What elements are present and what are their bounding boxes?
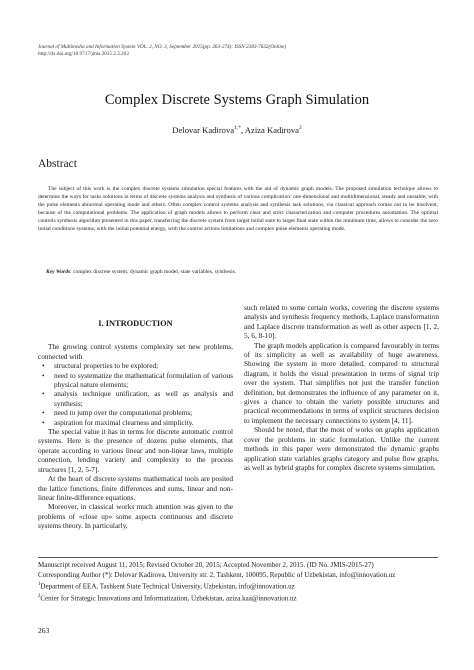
- abstract-text: The subject of this work is the complex discrete systems simulation special features with the aid of dynamic graph models. The proposed simulation technique allows to determine the ways for tasks solutions in terms of discrete systems analysis and synthesis of various complication: one-dimensional and multidimensional, steady and unstable; with the pulse elements abnormal operating mode and others. Often complex control systems analysis and synthesis task solutions, via classical approach comes out to be insolvent, because of the computational problems. The application of graph models allows to perform clear and strict characterization and computer procedures automation. The optimal controls synthesis algorithm presented in this paper, transferring the discrete system from target initial state to target final state within the minimum time, allows to consider the zero initial conditions systems, with the initial potential energy, with the control actions limitations and complex pulse elements operating mode.: [38, 186, 438, 233]
- affiliation-2-text: Center for Strategic Innovations and Informatization, Uzbekistan, aziza.kaa@innovation.uz: [40, 594, 297, 603]
- author-2-affiliation-mark: 2: [298, 125, 302, 132]
- footnote-divider: [38, 557, 438, 558]
- journal-header: [38, 44, 438, 58]
- page-number: 263: [38, 626, 50, 635]
- affiliation-1-mark: 1: [38, 582, 41, 588]
- keywords-text: : complex discrete system, dynamic graph model, state variables, synthesis.: [70, 269, 237, 275]
- list-item: • need to jump over the computational problems;: [54, 408, 233, 417]
- keywords-label: Key Words: [46, 269, 71, 275]
- list-item: • analysis technique unification, as well as analysis and synthesis;: [54, 389, 233, 408]
- intro-paragraph-5: such related to some certain works, covering the discrete systems analysis and synthesis frequency methods, Laplace transformation and Laplace discrete transformation as well as other aspects [1, 2, 5, 6, 8-10].: [244, 303, 439, 341]
- author-1-affiliation-mark: 1,*: [234, 125, 241, 132]
- author-1-name: Delovar Kadirova: [172, 125, 235, 135]
- problem-list: [38, 361, 233, 427]
- paper-title: Complex Discrete Systems Graph Simulation: [104, 92, 370, 108]
- intro-paragraph-3: At the heart of discrete systems mathematical tools are posited the lattice functions, finite differences and sums, linear and non-linear finite-difference equations.: [38, 474, 233, 502]
- author-separator: ,: [240, 125, 245, 135]
- intro-paragraph-2: The special value it has in terms for discrete automatic control systems. Here is the presence of dozens pulse elements, that operate according to various linear and non-linear laws, multiple connection, lending variety and complexity to the process structures [1, 2, 5-7].: [38, 427, 233, 474]
- affiliation-2-mark: 2: [38, 594, 41, 600]
- footnotes: [38, 561, 448, 604]
- author-2-name: Aziza Kadirova: [244, 125, 299, 135]
- intro-paragraph-4: Moreover, in classical works much attention was given to the problems of «close up» some aspects continuous and discrete systems theory. In particularly,: [38, 502, 233, 531]
- intro-paragraph-6: The graph models application is compared favourably in terms of its simplicity as well as availability of huge awareness. Showing the system in more detailed, compared to structural diagram, it holds the visual presentation in terms of signal trip over the system. That simplifies not just the transfer function definition, but demonstrates the influence of any parameter on it, gives a chance to obtain the variety possible structures and practical recommendations in terms of explicit structures decision to implement the necessary connections to system [4, 11].: [244, 340, 439, 425]
- doi-link[interactable]: http://dx.doi.org/10.9717/jmis.2015.2.3.263: [38, 51, 129, 57]
- intro-paragraph-7: Should be noted, that the most of works on graphs application cover the problems in static formulation. Unlike the current methods in this paper were demonstrated the dynamic graphs application state variables graphs category and pulse flow graphs, as well as hybrid graphs for complex discrete systems simulation.: [244, 425, 439, 472]
- affiliation-2: [38, 592, 448, 604]
- author-line: [0, 125, 474, 135]
- keywords: [46, 268, 438, 276]
- list-item: • aspiration for maximal clearness and simplicity.: [54, 418, 233, 427]
- affiliation-1: [38, 580, 448, 592]
- intro-paragraph-1: The growing control systems complexity set new problems, connected with: [38, 342, 233, 361]
- list-item: • structural properties to be explored;: [54, 361, 233, 370]
- abstract-heading: Abstract: [38, 158, 77, 170]
- manuscript-dates: Manuscript received August 11, 2015; Revised October 20, 2015; Accepted November 2, 2015. (ID No. JMIS-2015-27): [38, 561, 374, 569]
- corresponding-author: Corresponding Author (*): Delovar Kadirova, University str. 2, Tashkent, 100095, Republic of Uzbekistan, info@innovation.uz: [38, 570, 396, 579]
- left-column: [38, 303, 233, 531]
- list-item: • need to systematize the mathematical formulation of various physical nature elements;: [54, 371, 233, 390]
- section-heading-introduction: I. INTRODUCTION: [98, 319, 173, 328]
- journal-citation: Journal of Multimedia and Information System VOL. 2, NO. 3, September 2015(pp. 263-274): ISSN 2383-7632(Online): [38, 44, 287, 50]
- right-column: [244, 303, 439, 472]
- affiliation-1-text: Department of EEA, Tashkent State Technical University, Uzbekistan, info@innovation.uz: [40, 582, 295, 591]
